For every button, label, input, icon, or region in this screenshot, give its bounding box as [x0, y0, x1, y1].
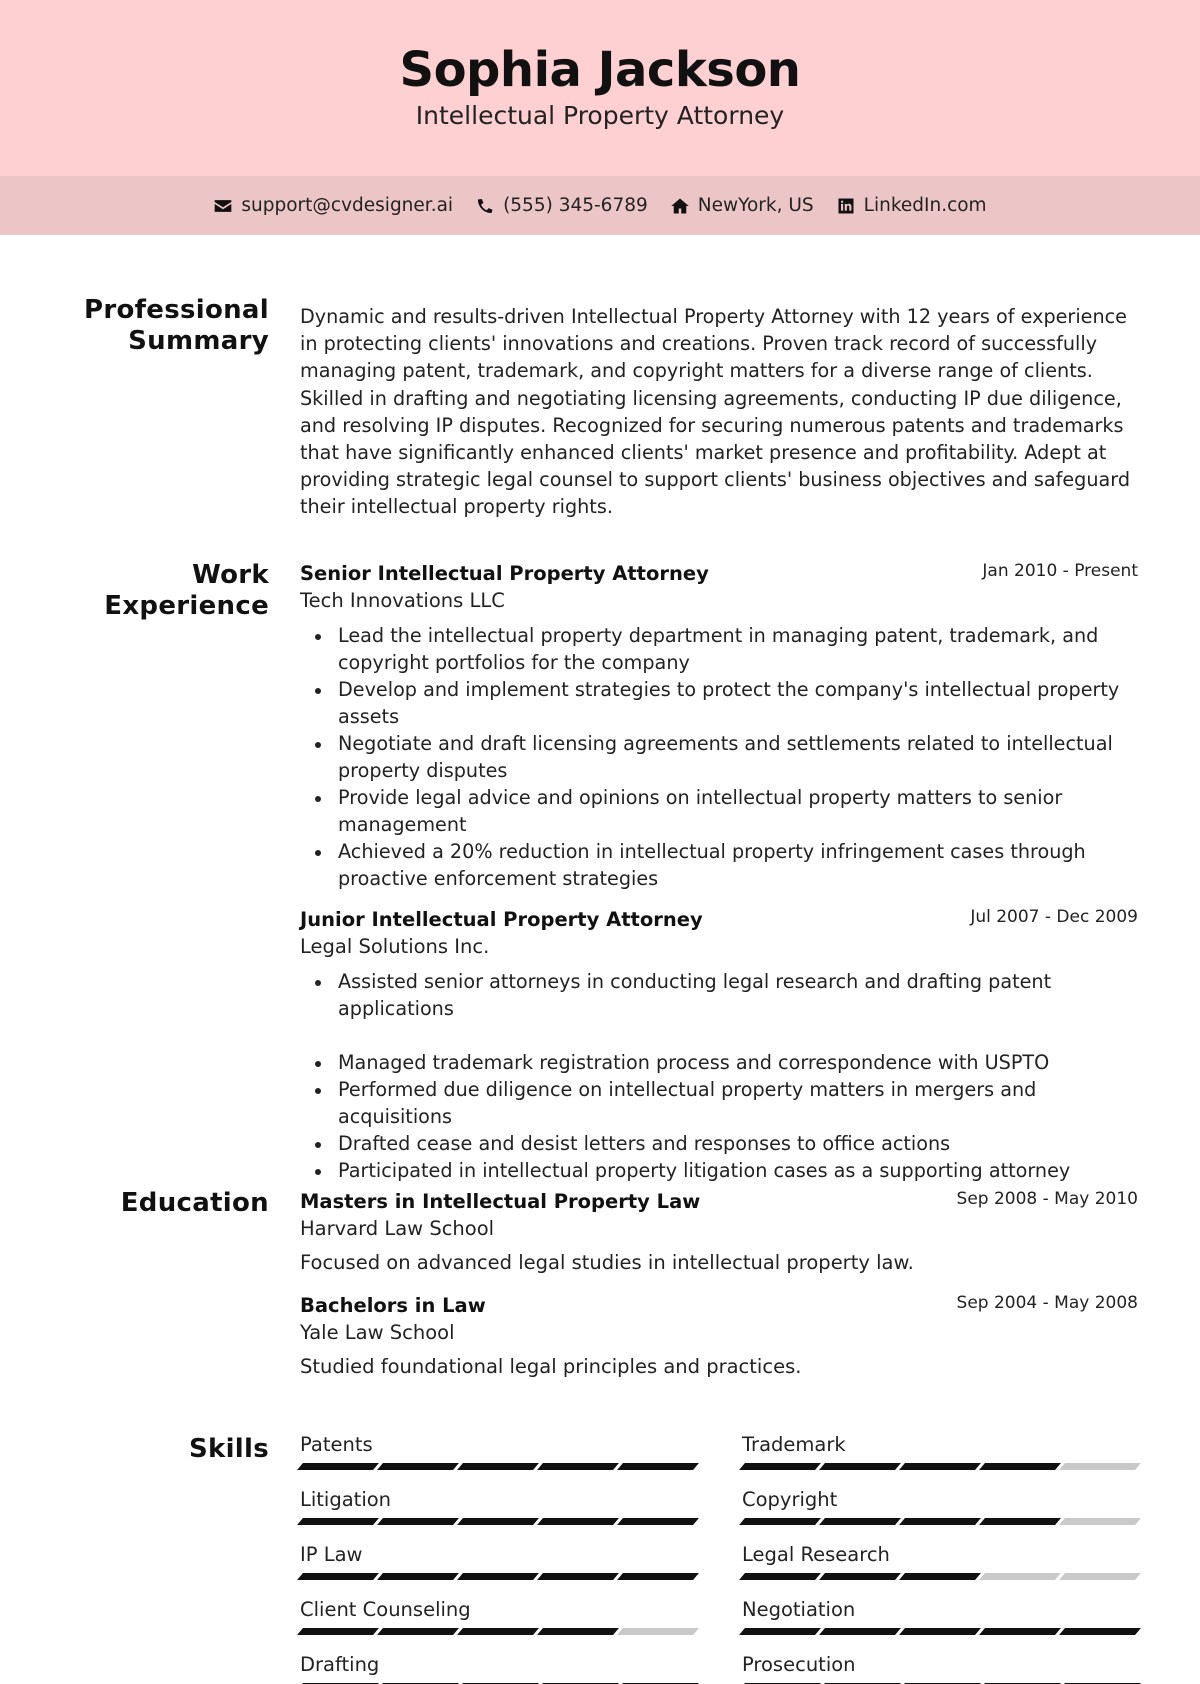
skill-name: Prosecution [742, 1653, 856, 1676]
skill-segment-filled [537, 1518, 619, 1525]
skill-item [742, 1487, 1138, 1525]
skill-segment-filled [617, 1573, 699, 1580]
contact-phone-text: (555) 345-6789 [503, 195, 648, 216]
skill-segment-filled [457, 1463, 539, 1470]
contact-phone[interactable] [475, 195, 648, 216]
summary-text: Dynamic and results-driven Intellectual Property Attorney with 12 years of experience in protecting clients' innovations and creations. Proven track record of successfully managing patent, trademark, and copyright matters for a diverse range of clients. Skilled in drafting and negotiating licensing agreements, conducting IP due diligence, and resolving IP disputes. Recognized for securing numerous patents and trademarks that have significantly enhanced clients' market presence and profitability. Adept at providing strategic legal counsel to support clients' business objectives and safeguard their intellectual property rights. [300, 305, 1130, 519]
skill-segment-filled [819, 1518, 901, 1525]
skill-item [300, 1487, 696, 1525]
job-bullet: Develop and implement strategies to protect the company's intellectual property assets [300, 676, 1138, 730]
skill-segment-filled [297, 1628, 379, 1635]
skill-segment-filled [819, 1463, 901, 1470]
skill-segment-empty [1059, 1573, 1141, 1580]
skill-segment-filled [377, 1628, 459, 1635]
skill-segment-empty [1059, 1463, 1141, 1470]
skill-level-bar [300, 1628, 696, 1635]
job-org: Legal Solutions Inc. [300, 935, 490, 958]
job-bullet: Managed trademark registration process and correspondence with USPTO [300, 1049, 1138, 1076]
job-bullet: Drafted cease and desist letters and responses to office actions [300, 1130, 1138, 1157]
skill-segment-filled [899, 1573, 981, 1580]
skill-segment-filled [899, 1463, 981, 1470]
contact-linkedin-text: LinkedIn.com [863, 195, 987, 216]
summary-heading-line1: Professional [84, 295, 269, 325]
skill-item [742, 1597, 1138, 1635]
skill-segment-filled [739, 1463, 821, 1470]
skill-segment-filled [1059, 1628, 1141, 1635]
job-bullets [300, 968, 1138, 1184]
skills-grid-wrap [300, 1432, 1138, 1684]
job-dates: Jan 2010 - Present [982, 561, 1138, 581]
skill-segment-filled [617, 1518, 699, 1525]
edu-dates: Sep 2004 - May 2008 [956, 1293, 1138, 1313]
skill-segment-filled [537, 1463, 619, 1470]
job-bullet: Performed due diligence on intellectual property matters in mergers and acquisitions [300, 1076, 1138, 1130]
envelope-icon [213, 196, 233, 216]
skill-name: Client Counseling [300, 1598, 471, 1621]
job-title: Senior Intellectual Property Attorney [300, 562, 709, 585]
skill-item [300, 1542, 696, 1580]
skill-segment-filled [377, 1573, 459, 1580]
skill-segment-filled [537, 1573, 619, 1580]
skill-segment-filled [617, 1463, 699, 1470]
skill-segment-empty [617, 1628, 699, 1635]
contact-linkedin[interactable] [836, 195, 987, 216]
skill-segment-filled [739, 1573, 821, 1580]
education-entry [300, 1188, 1138, 1276]
edu-dates: Sep 2008 - May 2010 [956, 1189, 1138, 1209]
skill-item [300, 1432, 696, 1470]
job-list [300, 560, 1138, 1184]
contact-email-text: support@cvdesigner.ai [241, 195, 454, 216]
skill-segment-empty [979, 1573, 1061, 1580]
edu-school: Yale Law School [300, 1321, 455, 1344]
job-bullet: Negotiate and draft licensing agreements and settlements related to intellectual property disputes [300, 730, 1138, 784]
skill-name: IP Law [300, 1543, 363, 1566]
resume-header [0, 0, 1200, 176]
skill-name: Negotiation [742, 1598, 856, 1621]
edu-desc: Focused on advanced legal studies in intellectual property law. [300, 1251, 914, 1274]
contact-location [670, 195, 814, 216]
skill-segment-filled [297, 1573, 379, 1580]
linkedin-icon [836, 196, 856, 216]
skill-level-bar [300, 1573, 696, 1580]
skill-item [742, 1432, 1138, 1470]
phone-icon [475, 196, 495, 216]
job-dates: Jul 2007 - Dec 2009 [970, 907, 1138, 927]
skill-item [300, 1597, 696, 1635]
home-icon [670, 196, 690, 216]
summary-heading [84, 295, 269, 357]
skill-name: Copyright [742, 1488, 838, 1511]
job-bullets [300, 622, 1138, 892]
job-entry [300, 906, 1138, 1184]
edu-desc: Studied foundational legal principles and practices. [300, 1355, 802, 1378]
skill-segment-filled [297, 1518, 379, 1525]
education-list [300, 1188, 1138, 1380]
skill-segment-filled [537, 1628, 619, 1635]
skill-name: Legal Research [742, 1543, 890, 1566]
skill-segment-filled [297, 1463, 379, 1470]
skill-segment-empty [1059, 1518, 1141, 1525]
skill-item [742, 1542, 1138, 1580]
skill-level-bar [742, 1573, 1138, 1580]
skill-segment-filled [457, 1518, 539, 1525]
skill-segment-filled [739, 1628, 821, 1635]
skill-level-bar [300, 1518, 696, 1525]
skill-segment-filled [979, 1628, 1061, 1635]
skill-level-bar [742, 1628, 1138, 1635]
skill-level-bar [300, 1463, 696, 1470]
education-entry [300, 1292, 1138, 1380]
skill-item [300, 1652, 696, 1684]
skill-segment-filled [457, 1573, 539, 1580]
contact-email[interactable] [213, 195, 453, 216]
work-heading [104, 560, 269, 622]
work-heading-line1: Work [192, 560, 269, 590]
skill-segment-filled [899, 1628, 981, 1635]
skill-segment-filled [819, 1628, 901, 1635]
skill-name: Trademark [742, 1433, 846, 1456]
edu-school: Harvard Law School [300, 1217, 495, 1240]
job-bullet: Provide legal advice and opinions on intellectual property matters to senior management [300, 784, 1138, 838]
contact-bar [0, 176, 1200, 235]
skill-segment-filled [377, 1463, 459, 1470]
candidate-role: Intellectual Property Attorney [415, 101, 785, 130]
skills-heading: Skills [188, 1434, 269, 1464]
job-bullet: Assisted senior attorneys in conducting legal research and drafting patent applications [300, 968, 1138, 1022]
job-title: Junior Intellectual Property Attorney [300, 908, 703, 931]
job-bullet: Achieved a 20% reduction in intellectual property infringement cases through proactive enforcement strategies [300, 838, 1138, 892]
skill-level-bar [742, 1463, 1138, 1470]
skill-segment-filled [739, 1518, 821, 1525]
job-entry [300, 560, 1138, 892]
work-heading-line2: Experience [104, 591, 269, 621]
skill-segment-filled [979, 1463, 1061, 1470]
candidate-name: Sophia Jackson [399, 42, 801, 98]
skill-level-bar [742, 1518, 1138, 1525]
edu-degree: Bachelors in Law [300, 1294, 486, 1317]
skill-segment-filled [979, 1518, 1061, 1525]
edu-degree: Masters in Intellectual Property Law [300, 1190, 701, 1213]
education-heading: Education [120, 1188, 269, 1218]
skill-name: Patents [300, 1433, 373, 1456]
summary-heading-line2: Summary [128, 326, 269, 356]
job-bullet: Lead the intellectual property department in managing patent, trademark, and copyright portfolios for the company [300, 622, 1138, 676]
job-bullet: Participated in intellectual property litigation cases as a supporting attorney [300, 1157, 1138, 1184]
skill-item [742, 1652, 1138, 1684]
skill-segment-filled [819, 1573, 901, 1580]
job-org: Tech Innovations LLC [300, 589, 505, 612]
skill-segment-filled [377, 1518, 459, 1525]
skill-name: Litigation [300, 1488, 392, 1511]
skill-name: Drafting [300, 1653, 380, 1676]
contact-location-text: NewYork, US [697, 195, 814, 216]
skill-segment-filled [899, 1518, 981, 1525]
skills-grid [300, 1432, 1138, 1684]
skill-segment-filled [457, 1628, 539, 1635]
